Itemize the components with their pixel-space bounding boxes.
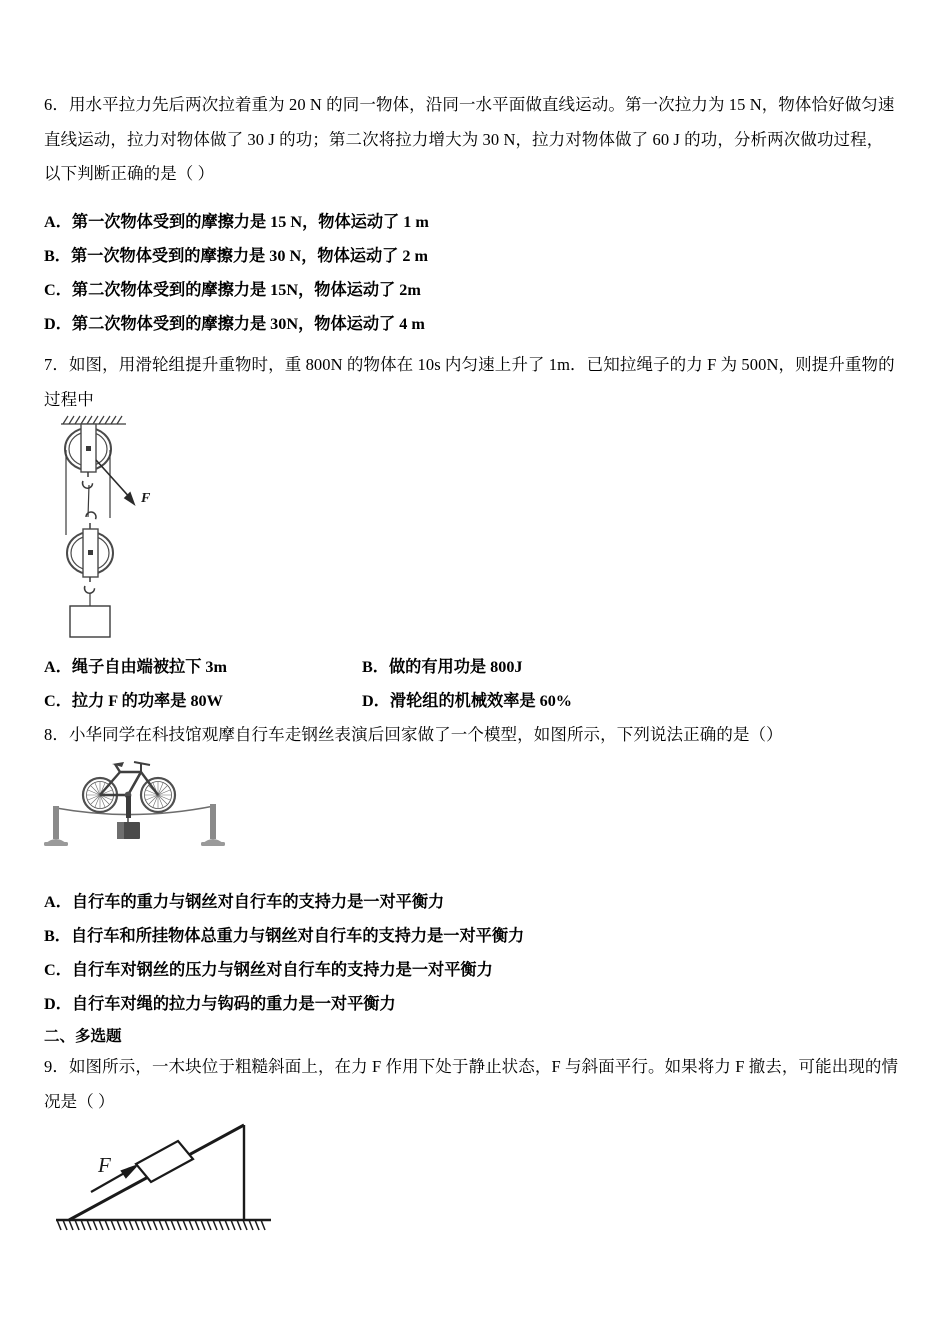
question-9-stem-line-1: 9．如图所示，一木块位于粗糙斜面上，在力 F 作用下处于静止状态，F 与斜面平行。如果将力 F 撤去，可能出现的情 — [44, 1057, 899, 1076]
question-7 — [44, 348, 916, 417]
question-6 — [44, 88, 916, 192]
steel-wire — [56, 806, 214, 815]
question-6-option-b[interactable] — [44, 239, 916, 273]
pulley-system-figure — [48, 413, 218, 638]
hanging-weight — [117, 796, 140, 839]
option-letter: C． — [44, 692, 72, 710]
question-8 — [44, 718, 916, 753]
question-8-option-c[interactable] — [44, 953, 916, 987]
option-letter: B． — [362, 658, 389, 676]
load-block — [70, 606, 110, 637]
question-6-stem-line-1: 6．用水平拉力先后两次拉着重为 20 N 的同一物体，沿同一水平面做直线运动。第一次拉力为 15 N，物体恰好做匀速 — [44, 95, 895, 114]
fixed-pulley-hook — [83, 472, 93, 488]
fixed-pulley-axle — [86, 446, 91, 451]
option-letter: A． — [44, 893, 72, 911]
option-text: 第二次物体受到的摩擦力是 15N，物体运动了 2m — [71, 281, 421, 299]
question-8-stem-line-1: 8．小华同学在科技馆观摩自行车走钢丝表演后回家做了一个模型，如图所示，下列说法正确的是（） — [44, 725, 783, 744]
option-letter: C． — [44, 961, 72, 979]
question-6-stem-line-3: 以下判断正确的是（ ） — [44, 164, 215, 183]
movable-pulley-axle — [88, 550, 93, 555]
ground-hatching — [57, 1220, 265, 1230]
option-letter: A． — [44, 658, 72, 676]
force-label-f: F — [141, 491, 151, 506]
question-8-option-a[interactable] — [44, 885, 916, 919]
option-letter: A． — [44, 213, 72, 231]
load-hook — [85, 577, 95, 593]
option-letter: B． — [44, 927, 71, 945]
option-text: 滑轮组的机械效率是 60% — [389, 692, 572, 710]
block-on-incline — [136, 1141, 193, 1182]
option-text: 自行车对绳的拉力与钩码的重力是一对平衡力 — [71, 995, 396, 1013]
question-7-option-c[interactable] — [44, 684, 362, 718]
question-8-option-b[interactable] — [44, 919, 916, 953]
question-7-stem-line-1: 7．如图，用滑轮组提升重物时，重 800N 的物体在 10s 内匀速上升了 1m．已知拉绳子的力 F 为 500N，则提升重物的 — [44, 355, 895, 374]
option-letter: D． — [362, 692, 390, 710]
question-9-stem-line-2: 况是（ ） — [44, 1091, 115, 1111]
bicycle-on-wire-figure — [42, 756, 227, 852]
option-text: 绳子自由端被拉下 3m — [71, 658, 228, 676]
left-post — [44, 806, 68, 846]
movable-pulley-hook — [86, 512, 96, 529]
option-text: 第一次物体受到的摩擦力是 30 N，物体运动了 2 m — [70, 247, 429, 265]
force-arrow — [96, 460, 134, 504]
question-7-option-b[interactable] — [362, 650, 523, 684]
question-6-stem-line-2: 直线运动，拉力对物体做了 30 J 的功；第二次将拉力增大为 30 N，拉力对物体做了 60 J 的功，分析两次做功过程， — [44, 129, 884, 149]
section-heading-multi-choice: 二、多选题 — [44, 1028, 122, 1045]
question-7-options — [44, 650, 916, 718]
option-text: 做的有用功是 800J — [388, 658, 523, 676]
option-text: 自行车对钢丝的压力与钢丝对自行车的支持力是一对平衡力 — [71, 961, 493, 979]
force-label-f: F — [98, 1153, 111, 1177]
question-8-options — [44, 885, 916, 1021]
question-6-option-d[interactable] — [44, 307, 916, 341]
right-post — [201, 804, 225, 846]
question-7-option-d[interactable] — [362, 684, 572, 718]
question-6-option-c[interactable] — [44, 273, 916, 307]
question-8-option-d[interactable] — [44, 987, 916, 1021]
option-letter: D． — [44, 315, 72, 333]
option-letter: D． — [44, 995, 72, 1013]
option-text: 第二次物体受到的摩擦力是 30N，物体运动了 4 m — [71, 315, 425, 333]
question-6-option-a[interactable] — [44, 205, 916, 239]
question-9 — [44, 1050, 916, 1119]
question-7-option-a[interactable] — [44, 650, 362, 684]
option-letter: B． — [44, 247, 71, 265]
question-7-stem-line-2: 过程中 — [44, 389, 94, 409]
option-text: 第一次物体受到的摩擦力是 15 N，物体运动了 1 m — [71, 213, 429, 231]
ceiling-hatching — [61, 416, 126, 424]
inclined-plane-figure — [56, 1112, 271, 1237]
option-text: 自行车和所挂物体总重力与钢丝对自行车的支持力是一对平衡力 — [70, 927, 525, 945]
option-letter: C． — [44, 281, 72, 299]
option-text: 拉力 F 的功率是 80W — [71, 692, 223, 710]
question-6-options — [44, 205, 916, 341]
option-text: 自行车的重力与钢丝对自行车的支持力是一对平衡力 — [71, 893, 445, 911]
